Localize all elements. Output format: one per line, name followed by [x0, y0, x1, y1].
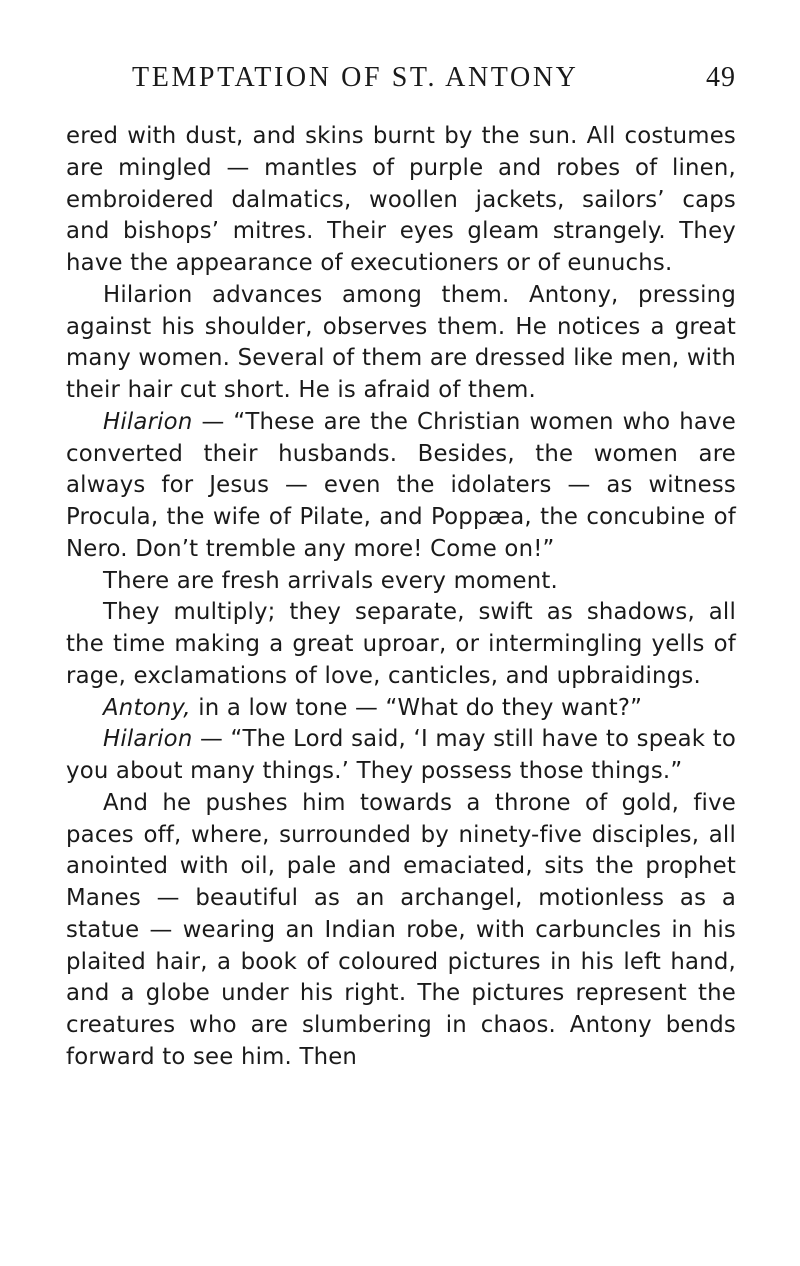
speaker-name: Hilarion [103, 408, 193, 435]
paragraph-text: — “The Lord said, ‘I may still have to speak to you about many things.’ They possess those things.” [66, 726, 736, 784]
paragraph [66, 788, 736, 1074]
paragraph-text: in a low tone — “What do they want?” [190, 694, 643, 721]
speaker-name: Antony, [103, 694, 191, 721]
paragraph-text: They multiply; they separate, swift as shadows, all the time making a great uproar, or intermingling yells of rage, exclamations of love, canticles, and upbraidings. [66, 599, 736, 689]
paragraph [66, 597, 736, 692]
paragraph [66, 121, 736, 280]
running-title: TEMPTATION OF ST. ANTONY [132, 62, 579, 93]
body-text [66, 121, 736, 1074]
paragraph-text: There are fresh arrivals every moment. [103, 567, 558, 594]
running-header [66, 58, 736, 98]
paragraph-text: And he pushes him towards a throne of gold, five paces off, where, surrounded by ninety-five disciples, all anointed with oil, pale and emaciated, sits the prophet Manes — beautiful as an archangel, motionless as a statue — wearing an Indian robe, with carbuncles in his plaited hair, a book of coloured pictures in his left hand, and a globe under his right. The pictures represent the creatures who are slumbering in chaos. Antony bends forward to see him. Then [66, 789, 736, 1070]
paragraph [66, 407, 736, 566]
page-number: 49 [706, 62, 736, 93]
paragraph-text: Hilarion advances among them. Antony, pressing against his shoulder, observes them. He notices a great many women. Several of them are dressed like men, with their hair cut short. He is afraid of them. [66, 281, 736, 403]
paragraph-text: — “These are the Christian women who have converted their husbands. Besides, the women are always for Jesus — even the idolaters — as witness Procula, the wife of Pilate, and Poppæa, the concubine of Nero. Don’t tremble any more! Come on!” [66, 408, 736, 562]
paragraph [66, 280, 736, 407]
speaker-name: Hilarion [103, 726, 193, 753]
paragraph-text: ered with dust, and skins burnt by the sun. All costumes are mingled — mantles of purple and robes of linen, embroidered dalmatics, woollen jackets, sailors’ caps and bishops’ mitres. Their eyes gleam strangely. They have the appearance of executioners or of eunuchs. [66, 123, 736, 276]
paragraph [66, 724, 736, 788]
paragraph [66, 693, 736, 725]
paragraph [66, 566, 736, 598]
